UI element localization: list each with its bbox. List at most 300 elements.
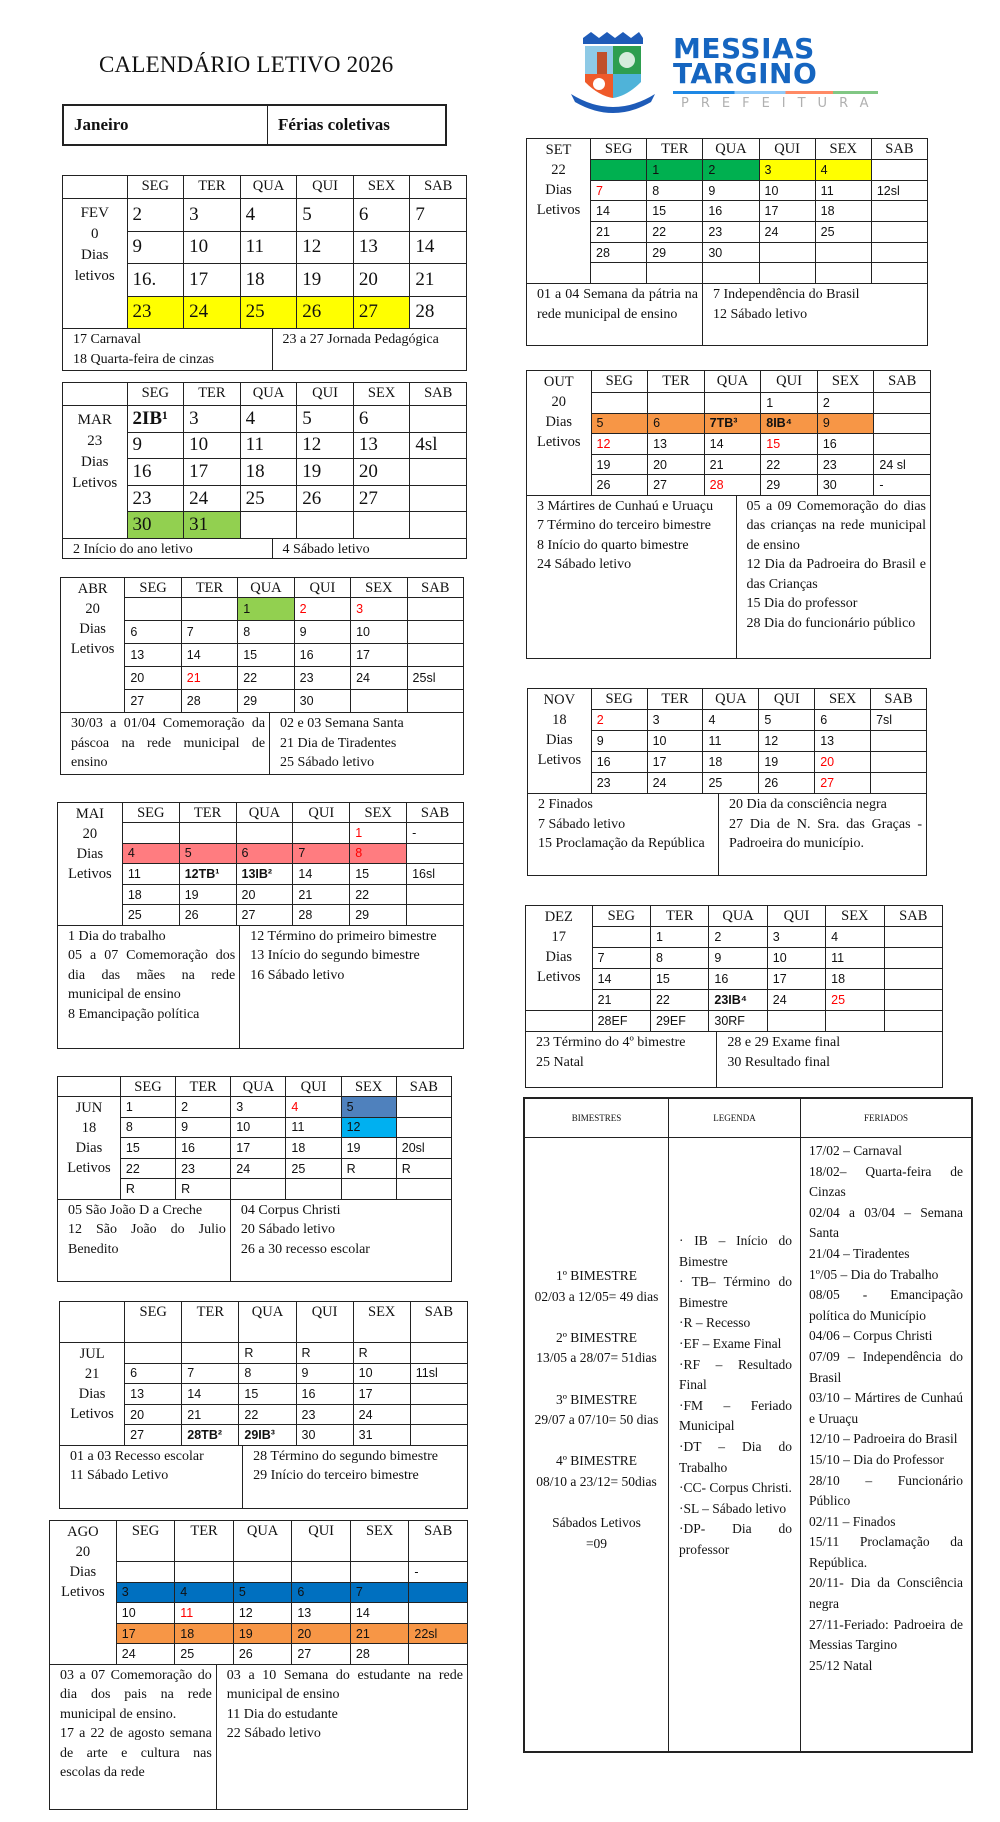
day-cell: 19 bbox=[297, 459, 354, 486]
day-cell: 29EF bbox=[650, 1011, 708, 1032]
day-cell: 23 bbox=[296, 1404, 353, 1425]
notes-left bbox=[527, 284, 703, 345]
day-cell bbox=[884, 990, 942, 1011]
calendar-grid bbox=[57, 802, 464, 926]
day-cell bbox=[410, 1404, 467, 1425]
day-cell: 30RF bbox=[709, 1011, 767, 1032]
day-cell: 8 bbox=[350, 843, 407, 864]
bimestre-block bbox=[525, 1328, 668, 1369]
day-cell: 7 bbox=[591, 180, 647, 201]
day-cell bbox=[240, 512, 297, 539]
corner-cell bbox=[58, 1077, 121, 1097]
day-cell bbox=[353, 512, 410, 539]
note-item: 05 a 09 Comemoração do dias das crianças na rede municipal de ensino bbox=[746, 498, 926, 553]
weekday-header: QUA bbox=[233, 1521, 292, 1562]
empty-label-cell bbox=[526, 1011, 593, 1032]
weekday-header: SEX bbox=[353, 1302, 410, 1343]
day-cell: 30 bbox=[127, 512, 184, 539]
day-cell: 2 bbox=[709, 927, 767, 948]
calendar-grid bbox=[57, 1076, 452, 1200]
day-cell: 30 bbox=[294, 690, 350, 713]
bimestre-block bbox=[525, 1390, 668, 1431]
day-cell bbox=[293, 823, 350, 844]
day-cell: 9 bbox=[296, 1363, 353, 1384]
weekday-header: QUI bbox=[292, 1521, 351, 1562]
day-cell bbox=[591, 160, 647, 181]
day-cell: 25 bbox=[815, 222, 871, 243]
notes-right bbox=[737, 496, 930, 658]
month-label bbox=[63, 406, 128, 539]
month-name: FEV bbox=[80, 205, 109, 221]
month-notes bbox=[57, 926, 464, 1049]
day-cell: 6 bbox=[815, 710, 871, 731]
calendar-grid bbox=[49, 1520, 468, 1665]
notes-left bbox=[526, 1032, 717, 1087]
day-cell bbox=[125, 1343, 182, 1364]
day-cell bbox=[874, 413, 931, 434]
day-cell bbox=[407, 884, 464, 905]
day-cell: 19 bbox=[591, 454, 648, 475]
day-cell bbox=[871, 773, 927, 794]
note-item: 12 Dia da Padroeira do Brasil e das Crianças bbox=[746, 557, 926, 592]
holiday-item: 15/11 Proclamação da República. bbox=[809, 1534, 963, 1570]
day-cell: R bbox=[341, 1158, 396, 1179]
day-cell: 14 bbox=[350, 1603, 409, 1624]
notes-left bbox=[60, 1446, 243, 1508]
day-cell: 24 bbox=[767, 990, 825, 1011]
day-cell: 3 bbox=[647, 710, 703, 731]
day-cell: 5 bbox=[297, 406, 354, 433]
notes-right bbox=[273, 329, 466, 370]
day-cell bbox=[759, 242, 815, 263]
day-cell bbox=[233, 1562, 292, 1583]
weekday-header: QUA bbox=[238, 578, 294, 598]
month-fev bbox=[62, 175, 467, 371]
weekday-header: SAB bbox=[871, 689, 927, 710]
month-letivos: Letivos bbox=[537, 434, 581, 450]
day-cell bbox=[884, 927, 942, 948]
month-dias: Dias bbox=[545, 949, 573, 965]
day-cell: 4 bbox=[122, 843, 179, 864]
weekday-header: QUA bbox=[704, 371, 761, 393]
weekday-header: SEX bbox=[353, 176, 410, 199]
day-cell: 22 bbox=[239, 1404, 296, 1425]
day-cell: 7 bbox=[182, 1363, 239, 1384]
day-cell bbox=[410, 512, 467, 539]
month-notes bbox=[57, 1200, 452, 1282]
month-dias: Dias bbox=[69, 1564, 97, 1580]
day-cell: 17 bbox=[353, 1384, 410, 1405]
month-count: 18 bbox=[81, 1120, 97, 1136]
day-cell bbox=[407, 621, 463, 644]
logo-line1: MESSIAS bbox=[673, 32, 815, 65]
month-dias: Dias bbox=[81, 247, 109, 263]
day-cell: 9 bbox=[294, 621, 350, 644]
day-cell: 13 bbox=[125, 1384, 182, 1405]
day-cell: 26 bbox=[297, 485, 354, 512]
day-cell: 25 bbox=[240, 296, 297, 329]
day-cell bbox=[704, 393, 761, 414]
weekday-header: QUA bbox=[709, 906, 767, 927]
weekday-header: QUI bbox=[294, 578, 350, 598]
notes-left bbox=[528, 794, 719, 875]
day-cell bbox=[874, 434, 931, 455]
note-item: 13 Início do segundo bimestre bbox=[250, 948, 420, 964]
day-cell: 20 bbox=[353, 459, 410, 486]
day-cell bbox=[125, 598, 181, 621]
day-cell: 16. bbox=[127, 264, 184, 297]
note-item: 1 Dia do trabalho bbox=[68, 928, 166, 944]
weekday-header: QUI bbox=[286, 1077, 341, 1097]
day-cell bbox=[297, 512, 354, 539]
day-cell: 30 bbox=[817, 475, 874, 496]
month-notes bbox=[59, 1446, 468, 1509]
day-cell: 14 bbox=[410, 231, 467, 264]
day-cell: 10 bbox=[647, 731, 703, 752]
day-cell: 27 bbox=[815, 773, 871, 794]
month-letivos: Letivos bbox=[68, 866, 112, 882]
month-count: 17 bbox=[551, 929, 567, 945]
weekday-header: SAB bbox=[410, 383, 467, 406]
day-cell: 10 bbox=[759, 180, 815, 201]
feriados-header: FERIADOS bbox=[863, 1112, 908, 1123]
day-cell: 21 bbox=[181, 667, 237, 690]
weekday-header: SEG bbox=[120, 1077, 175, 1097]
note-item: 28 Término do segundo bimestre bbox=[253, 1448, 438, 1464]
month-notes bbox=[49, 1665, 468, 1810]
day-cell: 1 bbox=[238, 598, 294, 621]
day-cell: 31 bbox=[353, 1425, 410, 1446]
weekday-header: QUA bbox=[231, 1077, 286, 1097]
note-item: 8 Emancipação política bbox=[68, 1006, 200, 1022]
notes-right bbox=[240, 926, 463, 1048]
day-cell: 13 bbox=[353, 231, 410, 264]
legenda-header: LEGENDA bbox=[669, 1099, 801, 1137]
day-cell: 27 bbox=[353, 296, 410, 329]
holiday-item: 18/02– Quarta-feira de Cinzas bbox=[809, 1163, 963, 1200]
day-cell: 15 bbox=[350, 864, 407, 885]
day-cell: 25sl bbox=[407, 667, 463, 690]
bimestre-range: 29/07 a 07/10= 50 dias bbox=[534, 1412, 659, 1428]
month-nov bbox=[527, 688, 927, 876]
notes-right bbox=[243, 1446, 467, 1508]
day-cell: 24 sl bbox=[874, 454, 931, 475]
legend-item: ·FM – Feriado Municipal bbox=[679, 1397, 792, 1434]
weekday-header: TER bbox=[184, 383, 241, 406]
day-cell: 1 bbox=[650, 927, 708, 948]
note-item: 18 Quarta-feira de cinzas bbox=[73, 351, 215, 367]
weekday-header: QUI bbox=[759, 689, 815, 710]
notes-left bbox=[58, 1200, 231, 1281]
day-cell bbox=[407, 598, 463, 621]
day-cell: 8IB⁴ bbox=[761, 413, 818, 434]
day-cell: 4 bbox=[240, 406, 297, 433]
day-cell: 18 bbox=[286, 1138, 341, 1159]
day-cell: 8 bbox=[650, 948, 708, 969]
month-count: 23 bbox=[87, 433, 103, 449]
note-item: 22 Sábado letivo bbox=[226, 1726, 321, 1742]
day-cell: 4 bbox=[240, 199, 297, 232]
day-cell bbox=[410, 1384, 467, 1405]
page-title: CALENDÁRIO LETIVO 2026 bbox=[99, 52, 394, 77]
day-cell: 9 bbox=[817, 413, 874, 434]
note-item: 7 Término do terceiro bimestre bbox=[537, 518, 711, 534]
day-cell bbox=[815, 263, 871, 284]
notes-right bbox=[273, 539, 466, 558]
day-cell: R bbox=[296, 1343, 353, 1364]
weekday-header: QUI bbox=[296, 1302, 353, 1343]
weekday-header: QUI bbox=[767, 906, 825, 927]
month-letivos: Letivos bbox=[536, 202, 581, 218]
day-cell bbox=[591, 263, 647, 284]
day-cell: 11 bbox=[240, 432, 297, 459]
day-cell: 7sl bbox=[871, 710, 927, 731]
day-cell: 18 bbox=[240, 459, 297, 486]
weekday-header: SEX bbox=[815, 139, 871, 160]
day-cell: R bbox=[120, 1179, 175, 1200]
note-item: 11 Sábado Letivo bbox=[70, 1468, 169, 1484]
day-cell: 18 bbox=[815, 201, 871, 222]
weekday-header: SEX bbox=[350, 803, 407, 823]
day-cell: 19 bbox=[233, 1623, 292, 1644]
day-cell: 28 bbox=[293, 905, 350, 926]
holiday-item: 28/10 – Funcionário Público bbox=[809, 1472, 963, 1509]
day-cell: 2IB¹ bbox=[127, 406, 184, 433]
day-cell: 24 bbox=[184, 485, 241, 512]
note-item: 20 Dia da consciência negra bbox=[729, 797, 887, 812]
note-item: 02 e 03 Semana Santa bbox=[280, 716, 404, 731]
day-cell: 27 bbox=[236, 905, 293, 926]
day-cell bbox=[409, 1644, 468, 1665]
corner-cell bbox=[63, 176, 128, 199]
day-cell bbox=[871, 263, 927, 284]
day-cell bbox=[884, 948, 942, 969]
day-cell: 30 bbox=[703, 242, 759, 263]
day-cell: 21 bbox=[591, 222, 647, 243]
day-cell: 27 bbox=[648, 475, 705, 496]
day-cell: 2 bbox=[294, 598, 350, 621]
weekday-header: TER bbox=[175, 1521, 234, 1562]
day-cell: 24 bbox=[647, 773, 703, 794]
month-notes bbox=[60, 713, 464, 775]
weekday-header: TER bbox=[650, 906, 708, 927]
day-cell bbox=[647, 263, 703, 284]
weekday-header: QUA bbox=[239, 1302, 296, 1343]
calendar-grid bbox=[59, 1301, 468, 1446]
day-cell: 5 bbox=[179, 843, 236, 864]
day-cell bbox=[410, 406, 467, 433]
day-cell: 13 bbox=[292, 1603, 351, 1624]
day-cell: 18 bbox=[240, 264, 297, 297]
weekday-header: SAB bbox=[874, 371, 931, 393]
note-item: 2 Início do ano letivo bbox=[73, 541, 193, 557]
day-cell: 3 bbox=[184, 406, 241, 433]
corner-cell bbox=[63, 383, 128, 406]
calendar-grid bbox=[62, 175, 467, 329]
day-cell: 22 bbox=[238, 667, 294, 690]
month-set bbox=[526, 138, 928, 346]
day-cell: 21 bbox=[293, 884, 350, 905]
day-cell: 4 bbox=[175, 1582, 234, 1603]
day-cell: 18 bbox=[826, 969, 884, 990]
calendar-grid bbox=[60, 577, 464, 713]
day-cell: 10 bbox=[353, 1363, 410, 1384]
month-name: MAR bbox=[77, 412, 112, 428]
day-cell: 23 bbox=[127, 485, 184, 512]
day-cell: 5 bbox=[297, 199, 354, 232]
weekday-header: QUI bbox=[293, 803, 350, 823]
day-cell: 17 bbox=[231, 1138, 286, 1159]
day-cell: 4 bbox=[286, 1097, 341, 1118]
day-cell: 15 bbox=[120, 1138, 175, 1159]
legend-item: ·SL – Sábado letivo bbox=[679, 1500, 787, 1516]
weekday-header: TER bbox=[176, 1077, 231, 1097]
day-cell: 22 bbox=[647, 222, 703, 243]
bimestre-block bbox=[525, 1513, 668, 1554]
month-count: 20 bbox=[82, 826, 98, 842]
weekday-header: SEX bbox=[351, 578, 407, 598]
summary-header bbox=[525, 1099, 971, 1138]
day-cell: 29 bbox=[647, 242, 703, 263]
day-cell: 23IB⁴ bbox=[709, 990, 767, 1011]
month-label bbox=[526, 906, 593, 1011]
notes-right bbox=[717, 1032, 942, 1087]
day-cell bbox=[884, 1011, 942, 1032]
day-cell: 9 bbox=[709, 948, 767, 969]
bimestre-title: 3º BIMESTRE bbox=[555, 1391, 638, 1407]
day-cell bbox=[871, 752, 927, 773]
weekday-header: SEG bbox=[125, 578, 181, 598]
note-item: 21 Dia de Tiradentes bbox=[280, 735, 397, 751]
weekday-header: SEG bbox=[116, 1521, 175, 1562]
day-cell: 26 bbox=[233, 1644, 292, 1665]
day-cell: 28TB² bbox=[182, 1425, 239, 1446]
day-cell: 14 bbox=[592, 969, 650, 990]
holiday-item: 02/04 a 03/04 – Semana Santa bbox=[809, 1204, 963, 1241]
legend-item: · TB– Término do Bimestre bbox=[679, 1274, 792, 1310]
month-label bbox=[58, 803, 123, 926]
day-cell: 25 bbox=[175, 1644, 234, 1665]
weekday-header: SAB bbox=[407, 803, 464, 823]
day-cell: 14 bbox=[182, 1384, 239, 1405]
weekday-header: SEG bbox=[591, 139, 647, 160]
note-item: 05 São João D a Creche bbox=[68, 1202, 203, 1218]
day-cell bbox=[648, 393, 705, 414]
weekday-header: SEX bbox=[815, 689, 871, 710]
day-cell: 22 bbox=[120, 1158, 175, 1179]
month-label bbox=[61, 578, 125, 713]
month-jun bbox=[57, 1076, 452, 1282]
month-notes bbox=[62, 329, 467, 371]
month-dez bbox=[525, 905, 943, 1088]
day-cell: 23 bbox=[817, 454, 874, 475]
holiday-item: 03/10 – Mártires de Cunhaú e Uruaçu bbox=[809, 1390, 963, 1426]
day-cell: 28 bbox=[591, 242, 647, 263]
note-item: 17 a 22 de agosto semana de arte e cultura nas escolas da rede bbox=[60, 1726, 212, 1781]
month-letivos: Letivos bbox=[72, 475, 118, 491]
notes-left bbox=[58, 926, 240, 1048]
day-cell: R bbox=[396, 1158, 451, 1179]
day-cell: 30 bbox=[296, 1425, 353, 1446]
day-cell: 18 bbox=[175, 1623, 234, 1644]
day-cell: 20 bbox=[353, 264, 410, 297]
day-cell: 28 bbox=[350, 1644, 409, 1665]
weekday-header: QUI bbox=[297, 176, 354, 199]
month-name: AGO bbox=[67, 1524, 99, 1540]
day-cell: 1 bbox=[120, 1097, 175, 1118]
day-cell: 6 bbox=[648, 413, 705, 434]
notes-left bbox=[63, 329, 273, 370]
holiday-item: 15/10 – Dia do Professor bbox=[809, 1451, 944, 1467]
month-letivos: Letivos bbox=[537, 969, 581, 985]
day-cell: 12TB¹ bbox=[179, 864, 236, 885]
calendar-grid bbox=[526, 370, 931, 496]
month-dias: Dias bbox=[546, 732, 573, 748]
day-cell: 2 bbox=[176, 1097, 231, 1118]
day-cell: 3 bbox=[231, 1097, 286, 1118]
day-cell: 20 bbox=[815, 752, 871, 773]
day-cell: 8 bbox=[239, 1363, 296, 1384]
day-cell bbox=[410, 1425, 467, 1446]
bimestre-title: 2º BIMESTRE bbox=[555, 1329, 638, 1345]
calendar-grid bbox=[527, 688, 927, 794]
notes-left bbox=[527, 496, 737, 658]
day-cell: 7 bbox=[293, 843, 350, 864]
weekday-header: QUA bbox=[703, 139, 759, 160]
day-cell: 13 bbox=[648, 434, 705, 455]
month-label bbox=[58, 1097, 121, 1200]
note-item: 20 Sábado letivo bbox=[240, 1222, 336, 1238]
day-cell: 5 bbox=[759, 710, 815, 731]
day-cell bbox=[182, 1343, 239, 1364]
day-cell: 6 bbox=[292, 1582, 351, 1603]
day-cell: 29 bbox=[238, 690, 294, 713]
weekday-header: SEG bbox=[127, 383, 184, 406]
note-item: 15 Dia do professor bbox=[746, 596, 858, 612]
weekday-header: SEG bbox=[127, 176, 184, 199]
month-count: 21 bbox=[84, 1366, 100, 1382]
day-cell: 16 bbox=[817, 434, 874, 455]
month-count: 20 bbox=[85, 601, 100, 617]
legend-item: ·EF – Exame Final bbox=[679, 1335, 782, 1351]
feriados-column bbox=[801, 1138, 971, 1751]
weekday-header: SEX bbox=[826, 906, 884, 927]
day-cell: 10 bbox=[184, 231, 241, 264]
day-cell: 11 bbox=[815, 180, 871, 201]
day-cell: 15 bbox=[647, 201, 703, 222]
day-cell bbox=[116, 1562, 175, 1583]
day-cell bbox=[591, 393, 648, 414]
month-name: DEZ bbox=[544, 909, 573, 925]
weekday-header: SAB bbox=[409, 1521, 468, 1562]
holiday-item: 04/06 – Corpus Christi bbox=[809, 1328, 933, 1344]
weekday-header: SEG bbox=[591, 689, 647, 710]
day-cell: R bbox=[353, 1343, 410, 1364]
corner-cell bbox=[60, 1302, 125, 1343]
day-cell: 2 bbox=[591, 710, 647, 731]
note-item: 16 Sábado letivo bbox=[250, 967, 345, 983]
weekday-header: SEG bbox=[125, 1302, 182, 1343]
weekday-header: TER bbox=[181, 578, 237, 598]
month-name: JUN bbox=[75, 1100, 103, 1116]
month-name: NOV bbox=[543, 692, 576, 708]
note-item: 23 a 27 Jornada Pedagógica bbox=[282, 332, 439, 347]
day-cell: 28EF bbox=[592, 1011, 650, 1032]
day-cell: 10 bbox=[231, 1117, 286, 1138]
bimestre-title: 1º BIMESTRE bbox=[555, 1268, 638, 1283]
note-item: 2 Finados bbox=[538, 797, 593, 812]
month-count: 18 bbox=[552, 712, 567, 728]
